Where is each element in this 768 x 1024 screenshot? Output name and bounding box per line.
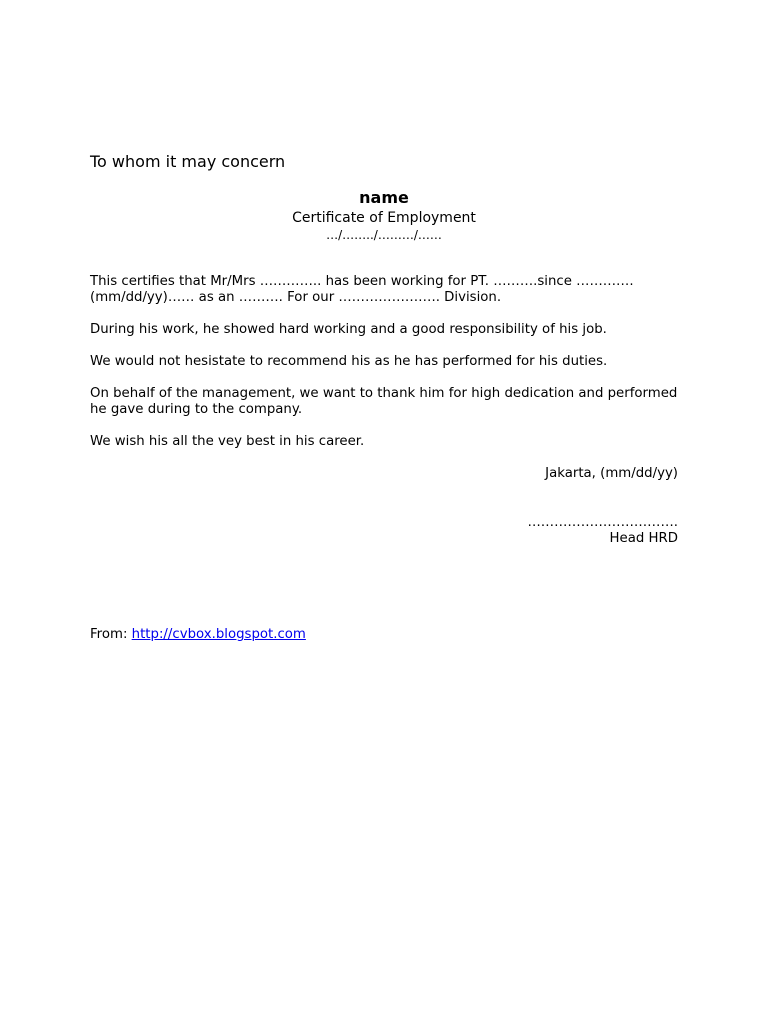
source-label: From: [90, 627, 132, 642]
paragraph-recommendation: We would not hesistate to recommend his as he has performed for his duties. [90, 354, 608, 369]
signatory-title: Head HRD [609, 531, 678, 546]
signature-line: ……………………………. [527, 515, 678, 530]
source-line [90, 627, 306, 643]
date-placeholder: …/……../………/…… [326, 228, 442, 242]
letter-page [90, 0, 678, 1024]
place-and-date: Jakarta, (mm/dd/yy) [545, 466, 678, 481]
source-link[interactable]: http://cvbox.blogspot.com [131, 627, 306, 642]
document-title: Certificate of Employment [292, 210, 476, 226]
paragraph-work-performance: During his work, he showed hard working and a good responsibility of his job. [90, 322, 607, 337]
salutation-heading: To whom it may concern [90, 152, 286, 171]
employee-name: name [359, 188, 409, 207]
paragraph-wishes: We wish his all the vey best in his career. [90, 434, 365, 449]
paragraph-thanks: On behalf of the management, we want to thank him for high dedication and performed he gave during to the company. [90, 386, 678, 417]
paragraph-certification: This certifies that Mr/Mrs ………….. has been working for PT. ……….since …………. (mm/dd/yy)…… as an ………. For our ………………….. Division. [90, 274, 634, 305]
